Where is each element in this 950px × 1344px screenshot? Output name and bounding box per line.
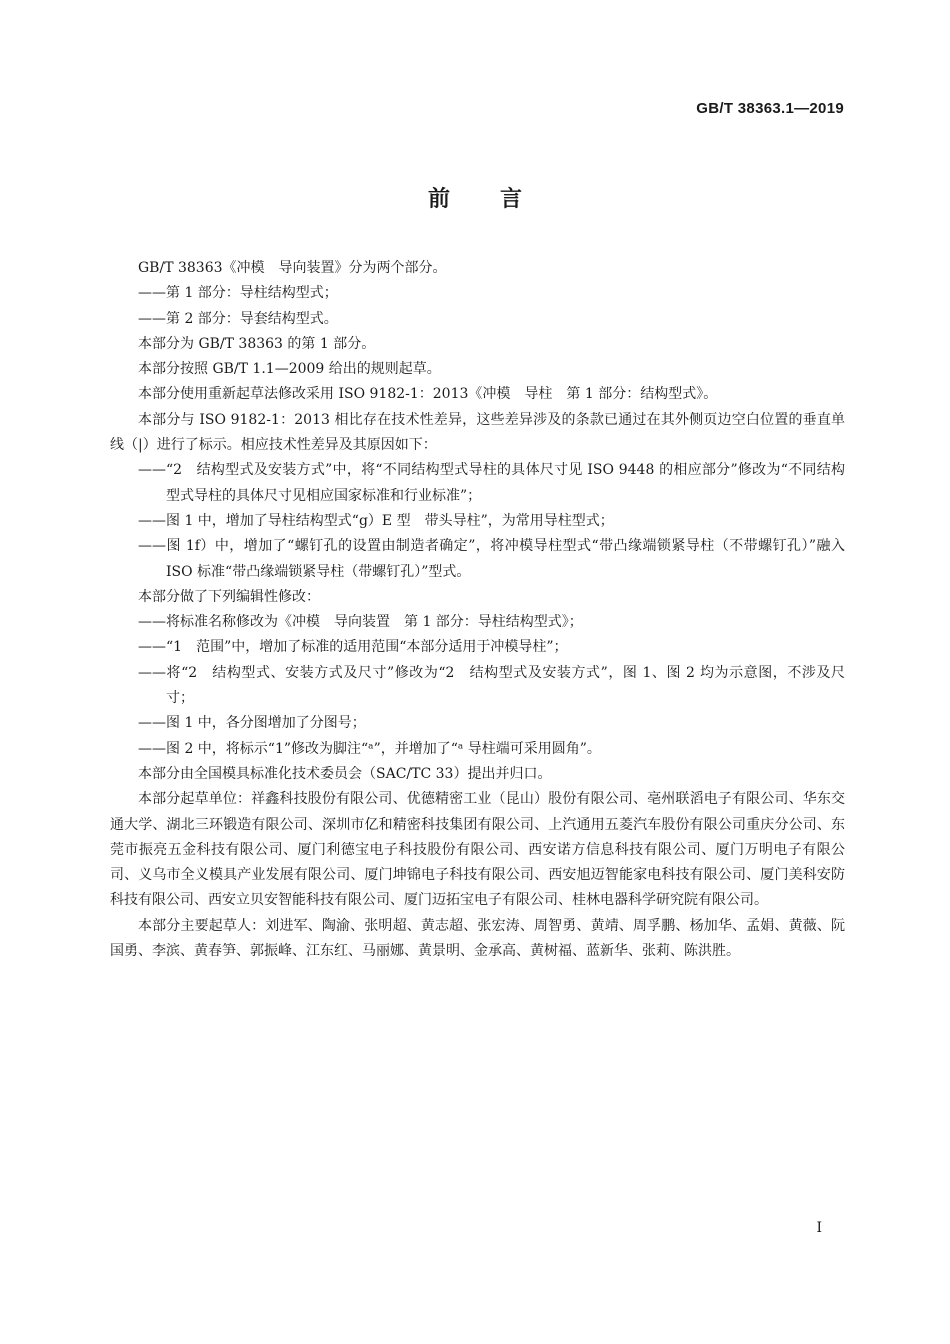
editorial-changes-paragraph: 本部分做了下列编辑性修改：: [138, 588, 320, 605]
editorial-change-item: ——将“2 结构型式、安装方式及尺寸”修改为“2 结构型式及安装方式”，图 1、图 2 均为示意图，不涉及尺寸；: [138, 664, 845, 707]
editorial-change-item: ——图 2 中，将标示“1”修改为脚注“ᵃ”，并增加了“ᵃ 导柱端可采用圆角”。: [138, 740, 601, 757]
drafting-units-paragraph: 本部分起草单位：祥鑫科技股份有限公司、优德精密工业（昆山）股份有限公司、亳州联滔电子有限公司、华东交通大学、湖北三环锻造有限公司、深圳市亿和精密科技集团有限公司、上汽通用五菱汽车股份有限公司重庆分公司、东莞市振亮五金科技有限公司、厦门利德宝电子科技股份有限公司、西安诺方信息科技有限公司、厦门万明电子有限公司、义乌市全义模具产业发展有限公司、厦门坤锦电子科技有限公司、西安旭迈智能家电科技有限公司、厦门美科安防科技有限公司、西安立贝安智能科技有限公司、厦门迈拓宝电子有限公司、桂林电器科学研究院有限公司。: [110, 791, 845, 909]
list-item-part-2: ——第 2 部分：导套结构型式。: [138, 310, 338, 327]
editorial-change-item: ——图 1 中，各分图增加了分图号；: [138, 715, 366, 732]
intro-paragraph: GB/T 38363《冲模 导向装置》分为两个部分。: [138, 260, 447, 276]
page-title: 前言: [427, 187, 572, 212]
document-body: [110, 256, 845, 964]
editorial-change-item: ——“1 范围”中，增加了标准的适用范围“本部分适用于冲模导柱”；: [138, 639, 568, 656]
standard-code: GB/T 38363.1—2019: [696, 100, 844, 117]
technical-difference-item: ——“2 结构型式及安装方式”中，将“不同结构型式导柱的具体尺寸见 ISO 9448 的相应部分”修改为“不同结构型式导柱的具体尺寸见相应国家标准和行业标准”；: [138, 462, 845, 504]
adoption-paragraph: 本部分使用重新起草法修改采用 ISO 9182-1：2013《冲模 导柱 第 1 部分：结构型式》。: [138, 386, 718, 403]
technical-difference-item: ——图 1 中，增加了导柱结构型式“g）E 型 带头导柱”，为常用导柱型式；: [138, 512, 614, 529]
list-item-part-1: ——第 1 部分：导柱结构型式；: [138, 285, 338, 302]
technical-difference-item: ——图 1f）中，增加了“螺钉孔的设置由制造者确定”，将冲模导柱型式“带凸缘端锁紧导柱（不带螺钉孔）”融入 ISO 标准“带凸缘端锁紧导柱（带螺钉孔）”型式。: [138, 538, 845, 580]
editorial-change-item: ——将标准名称修改为《冲模 导向装置 第 1 部分：导柱结构型式》；: [138, 614, 583, 631]
page-number: I: [816, 1220, 822, 1236]
technical-differences-paragraph: 本部分与 ISO 9182-1：2013 相比存在技术性差异，这些差异涉及的条款已通过在其外侧页边空白位置的垂直单线（|）进行了标示。相应技术性差异及其原因如下：: [110, 411, 845, 454]
scope-paragraph: 本部分为 GB/T 38363 的第 1 部分。: [138, 335, 376, 352]
drafting-rules-paragraph: 本部分按照 GB/T 1.1—2009 给出的规则起草。: [138, 361, 441, 378]
proposer-paragraph: 本部分由全国模具标准化技术委员会（SAC/TC 33）提出并归口。: [138, 765, 552, 782]
drafters-paragraph: 本部分主要起草人：刘进军、陶渝、张明超、黄志超、张宏涛、周智勇、黄靖、周孚鹏、杨加华、孟娟、黄薇、阮国勇、李滨、黄春笋、郭振峰、江东红、马丽娜、黄景明、金承高、黄树福、蓝新华、张莉、陈洪胜。: [110, 917, 845, 960]
